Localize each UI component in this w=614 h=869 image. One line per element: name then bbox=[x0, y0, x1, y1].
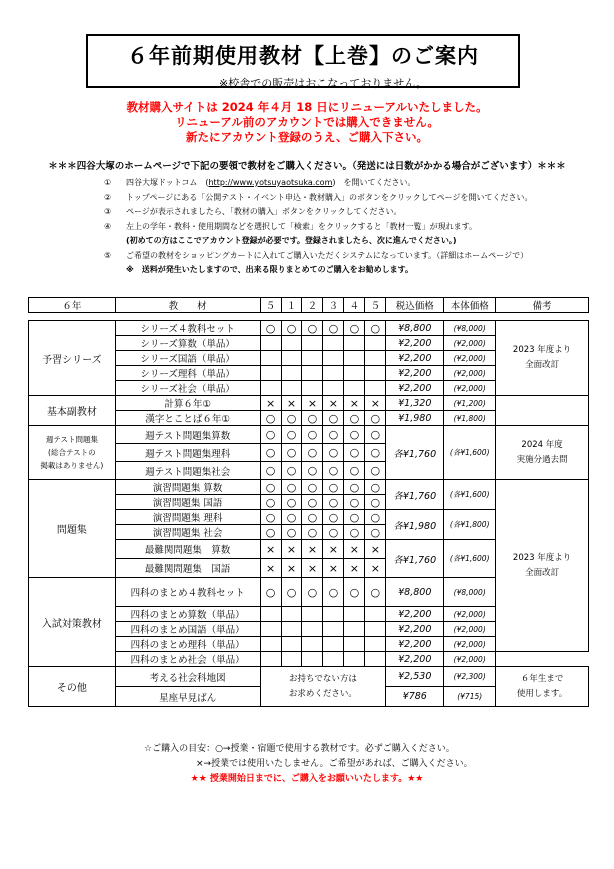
table-row: 週テスト問題集理科 ○ ○ ○ ○ ○ ○ bbox=[29, 444, 589, 462]
page-title: ６年前期使用教材【上巻】のご案内 bbox=[127, 43, 479, 68]
note-weekly: 2024 年度 実施分過去問 bbox=[496, 426, 589, 480]
step-4: ④ 左上の学年・教科・使用期間などを選択して「検索」をクリックすると「教材一覧」が現れます。 bbox=[104, 221, 478, 231]
page-subtitle: ※校舎での販売はおこなっておりません。 bbox=[219, 77, 427, 90]
announcement-line-2: リニューアル前のアカウントでは購入できません。 bbox=[175, 115, 439, 129]
table-row: 演習問題集 社会 ○ ○ ○ ○ ○ ○ bbox=[29, 525, 589, 540]
spacer-row bbox=[29, 313, 589, 321]
table-row: シリーズ社会（単品） ¥2,200 (¥2,000) bbox=[29, 381, 589, 396]
step-1: ① 四谷大塚ドットコム ( http://www.yotsuyaotsuka.com ) を開いてください。 bbox=[104, 176, 532, 191]
step-5: ⑤ ご希望の教材をショッピングカートに入れてご購入いただくシステムになっています。（詳細はホームページで） bbox=[104, 250, 529, 260]
table-row: 基本副教材 計算６年① × × × × × × ¥1,320 (¥1,200) bbox=[29, 396, 589, 411]
table-header: ６年 教 材 ５ １ ２ ３ ４ ５ 税込価格 本体価格 備考 bbox=[29, 298, 589, 313]
announcement-line-1: 教材購入サイトは 2024 年４月 18 日にリニューアルいたしました。 bbox=[126, 100, 488, 114]
table-row: 四科のまとめ社会（単品） ¥2,200 (¥2,000) bbox=[29, 652, 589, 667]
purchase-steps bbox=[104, 176, 532, 278]
table-row: 漢字とことば６年① ○ ○ ○ ○ ○ ○ ¥1,980 (¥1,800) bbox=[29, 411, 589, 426]
table-row: シリーズ算数（単品） ¥2,200 (¥2,000) bbox=[29, 336, 589, 351]
other-note: お持ちでない方は お求めください。 bbox=[260, 667, 386, 707]
table-row: 週テスト問題集社会 ○ ○ ○ ○ ○ ○ bbox=[29, 462, 589, 480]
announcement-line-3: 新たにアカウント登録のうえ、ご購入下さい。 bbox=[185, 130, 429, 144]
section-mondai: 問題集 bbox=[29, 480, 116, 578]
table-row: 予習シリーズ シリーズ４教科セット ○ ○ ○ ○ ○ ○ ¥8,800 (¥8,000) 2023 年度より 全面改訂 bbox=[29, 321, 589, 336]
section-weekly: 週テスト問題集 (総合テストの 掲載はありません) bbox=[29, 426, 116, 480]
shipping-note: ※ 送料が発生いたしますので、出来る限りまとめてのご購入をお勧めします。 bbox=[126, 265, 413, 274]
section-yoshu: 予習シリーズ bbox=[29, 321, 116, 396]
section-kihon: 基本副教材 bbox=[29, 396, 116, 426]
table-row: 演習問題集 国語 ○ ○ ○ ○ ○ ○ bbox=[29, 495, 589, 510]
step-3: ③ ページが表示されましたら、「教材の購入」ボタンをクリックしてください。 bbox=[104, 207, 402, 216]
table-row: 星座早見ばん ¥786 (¥715) bbox=[29, 687, 589, 707]
table-row: シリーズ国語（単品） ¥2,200 (¥2,000) bbox=[29, 351, 589, 366]
section-nyushi: 入試対策教材 bbox=[29, 578, 116, 667]
footer-line-3: ★★ 授業開始日までに、ご購入をお願いいたします。★★ bbox=[190, 774, 424, 784]
footer-line-1: ☆ご購入の目安：○→授業・宿題で使用する教材です。必ずご購入ください。 bbox=[144, 744, 455, 754]
table-row: その他 考える社会科地図 お持ちでない方は お求めください。 ¥2,530 (¥2,300) ６年生まで 使用します。 bbox=[29, 667, 589, 687]
table-row: 週テスト問題集 (総合テストの 掲載はありません) 週テスト問題集算数 ○ ○ ○ ○ ○ ○ 各¥1,760 (各¥1,600) 2024 年度 実施分過去問 bbox=[29, 426, 589, 444]
materials-table bbox=[28, 297, 589, 707]
title-box bbox=[86, 34, 520, 88]
table-row: 四科のまとめ算数（単品） ¥2,200 (¥2,000) bbox=[29, 607, 589, 622]
yotsuya-link[interactable]: http://www.yotsuyaotsuka.com bbox=[208, 178, 333, 187]
step-2: ② トップページにある「公開テスト・イベント申込・教材購入」のボタンをクリックしてページを開いてください。 bbox=[104, 192, 533, 202]
table-row: 演習問題集 理科 ○ ○ ○ ○ ○ ○ 各¥1,980 (各¥1,800) bbox=[29, 510, 589, 525]
note-mondai: 2023 年度より 全面改訂 bbox=[496, 480, 589, 652]
note-other: ６年生まで 使用します。 bbox=[496, 667, 589, 707]
purchase-notice: ＊＊＊四谷大塚のホームページで下記の要領で教材をご購入ください。（発送には日数がかかる場合がございます）＊＊＊ bbox=[48, 161, 566, 172]
table-row: 四科のまとめ理科（単品） ¥2,200 (¥2,000) bbox=[29, 637, 589, 652]
step-4-note: (初めての方はここでアカウント登録が必要です。登録されましたら、次に進んでください。) bbox=[126, 236, 457, 245]
footer-line-2: ×→授業では使用いたしません。ご希望があれば、ご購入ください。 bbox=[196, 759, 473, 769]
table-row: 最難関問題集 国語 × × × × × × bbox=[29, 559, 589, 578]
note-yoshu: 2023 年度より 全面改訂 bbox=[496, 321, 589, 396]
table-row: 最難関問題集 算数 × × × × × × 各¥1,760 (各¥1,600) bbox=[29, 540, 589, 559]
table-row: シリーズ理科（単品） ¥2,200 (¥2,000) bbox=[29, 366, 589, 381]
section-other: その他 bbox=[29, 667, 116, 707]
table-row: 入試対策教材 四科のまとめ４教科セット ○ ○ ○ ○ ○ ○ ¥8,800 (¥8,000) bbox=[29, 578, 589, 607]
table-row: 問題集 演習問題集 算数 ○ ○ ○ ○ ○ ○ 各¥1,760 (各¥1,600) 2023 年度より 全面改訂 bbox=[29, 480, 589, 495]
table-row: 四科のまとめ国語（単品） ¥2,200 (¥2,000) bbox=[29, 622, 589, 637]
